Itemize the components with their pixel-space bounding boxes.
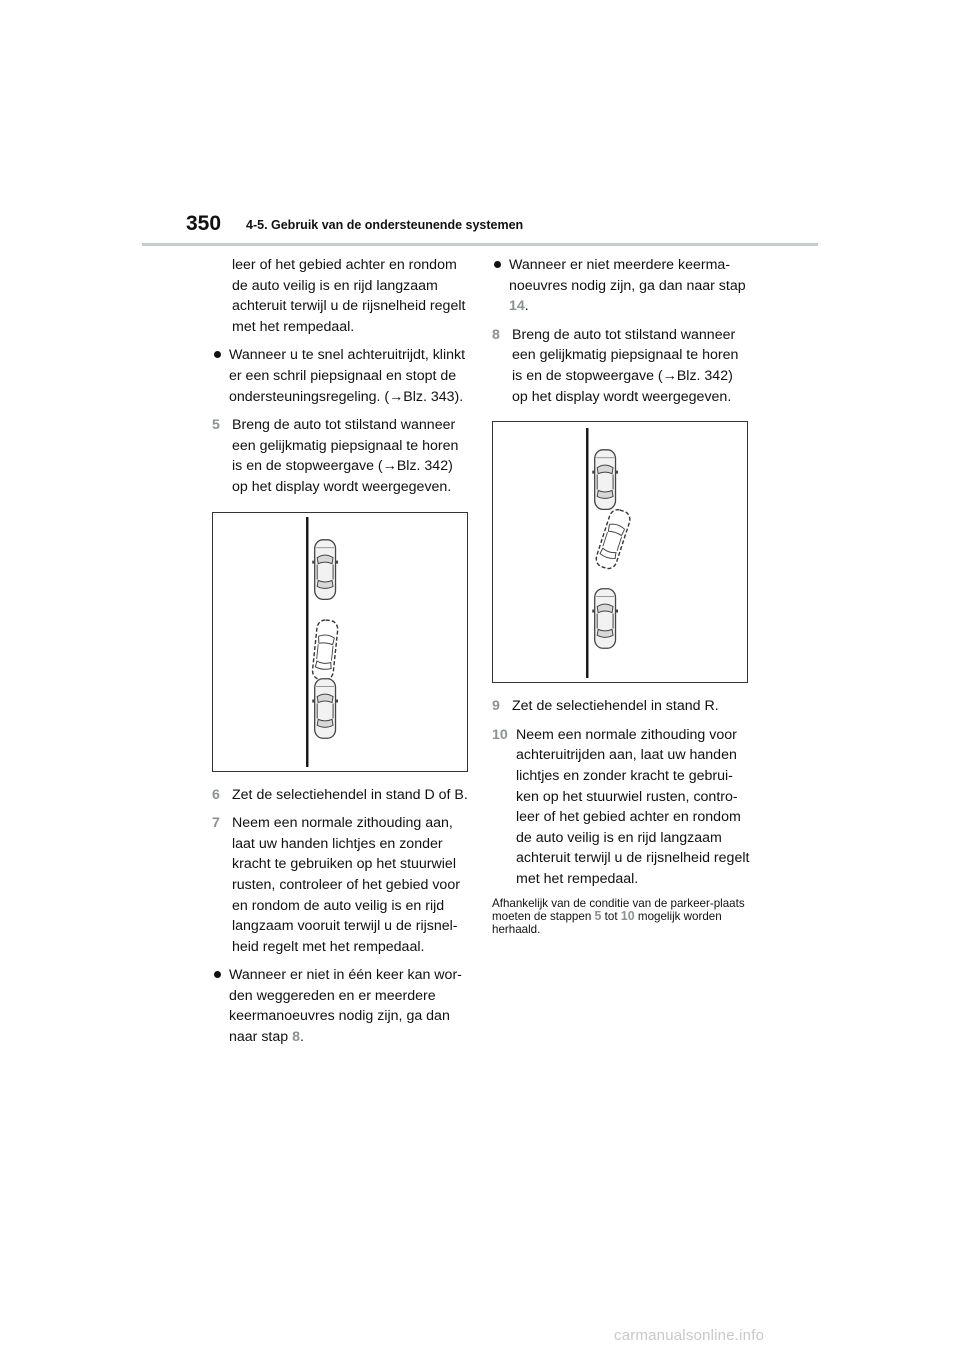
- parked-car-front-icon: [312, 539, 338, 599]
- step-text: Neem een normale zithouding voor achteruitrijden aan, laat uw handen lichtjes en zonder kracht te gebrui-ken op het stuurwiel rusten, contro-leer of het gebied achter en rondom de auto veilig is en rijd langzaam achteruit terwijl u de rijsnelheid regelt met het rempedaal.: [516, 726, 750, 887]
- step-8: [492, 325, 750, 407]
- step-text: Neem een normale zithouding aan, laat uw handen lichtjes en zonder kracht te gebruiken op het stuurwiel rusten, controleer of het gebied voor en rondom de auto veilig is en rijd langzaam vooruit terwijl u de rijsnel-heid regelt met het rempedaal.: [232, 815, 460, 955]
- step-text: Zet de selectiehendel in stand D of B.: [232, 786, 468, 803]
- arrow-icon: →: [382, 458, 397, 475]
- watermark[interactable]: carmanualsonline.info: [614, 1327, 765, 1344]
- step-reference: 5: [594, 909, 602, 924]
- step-text-cont: Blz. 342) op het display wordt weergegeven.: [232, 458, 453, 495]
- bullet-end: .: [524, 298, 529, 315]
- step-reference: 10: [620, 909, 635, 924]
- bullet-dot-icon: [214, 971, 221, 978]
- parked-car-rear-icon: [592, 589, 618, 649]
- step-7: [212, 813, 472, 957]
- step-number: 7: [212, 815, 220, 832]
- right-column: [492, 255, 750, 948]
- step-number: 5: [212, 417, 220, 434]
- parking-diagram-forward: [212, 512, 468, 772]
- step-number: 8: [492, 326, 500, 343]
- continued-paragraph: leer of het gebied achter en rondom de auto veilig is en rijd langzaam achteruit terwijl u de rijsnelheid regelt met het rempedaal.: [232, 257, 466, 335]
- step-reference: 8: [292, 1029, 300, 1046]
- step-6: [212, 785, 472, 806]
- arrow-icon: →: [662, 367, 677, 384]
- repeat-note: [492, 898, 750, 937]
- header-rule: [142, 243, 818, 246]
- parked-car-rear-icon: [312, 678, 338, 738]
- left-column: [212, 255, 472, 1056]
- note-text: Afhankelijk van de conditie van de parkeer-plaats moeten de stappen: [492, 896, 745, 924]
- step-number: 10: [492, 726, 508, 743]
- bullet-dot-icon: [214, 351, 221, 358]
- note-text: tot: [601, 910, 621, 924]
- page-number: 350: [186, 212, 222, 235]
- bullet-dot-icon: [494, 261, 501, 268]
- page-reference: Blz. 343).: [403, 388, 464, 405]
- step-9: [492, 696, 750, 717]
- step-reference: 14: [509, 298, 525, 315]
- step-10: [492, 725, 750, 890]
- bullet-too-fast: [212, 345, 472, 407]
- section-title: 4-5. Gebruik van de ondersteunende systemen: [246, 218, 524, 232]
- step-text: Zet de selectiehendel in stand R.: [512, 698, 719, 715]
- arrow-icon: →: [389, 388, 404, 405]
- step-text: Breng de auto tot stilstand wanneer een gelijkmatig piepsignaal te horen is en de stopweergave (: [232, 417, 459, 475]
- note-text: mogelijk worden herhaald.: [492, 910, 722, 936]
- step-number: 9: [492, 698, 500, 715]
- bullet-text: Wanneer er niet in één keer kan wor-den weggereden en er meerdere keermanoeuvres nodig zijn, ga dan naar stap: [229, 967, 462, 1046]
- bullet-text: Wanneer u te snel achteruitrijdt, klinkt er een schril piepsignaal en stopt de ondersteuningsregeling. (: [229, 347, 466, 405]
- step-number: 6: [212, 786, 220, 803]
- bullet-no-maneuvers: [492, 255, 750, 317]
- maneuvering-car-icon: [594, 508, 632, 571]
- step-text: Breng de auto tot stilstand wanneer een gelijkmatig piepsignaal te horen is en de stopweergave (: [512, 326, 739, 384]
- step-5: [212, 415, 472, 497]
- parked-car-front-icon: [592, 450, 618, 510]
- bullet-multiple-maneuvers: [212, 965, 472, 1047]
- step-text-cont: Blz. 342) op het display wordt weergegeven.: [512, 367, 733, 405]
- maneuvering-car-icon: [312, 619, 339, 680]
- bullet-end: .: [300, 1029, 304, 1046]
- bullet-text: Wanneer er niet meerdere keerma-noeuvres nodig zijn, ga dan naar stap: [509, 257, 746, 294]
- parking-diagram-reverse: [492, 421, 748, 683]
